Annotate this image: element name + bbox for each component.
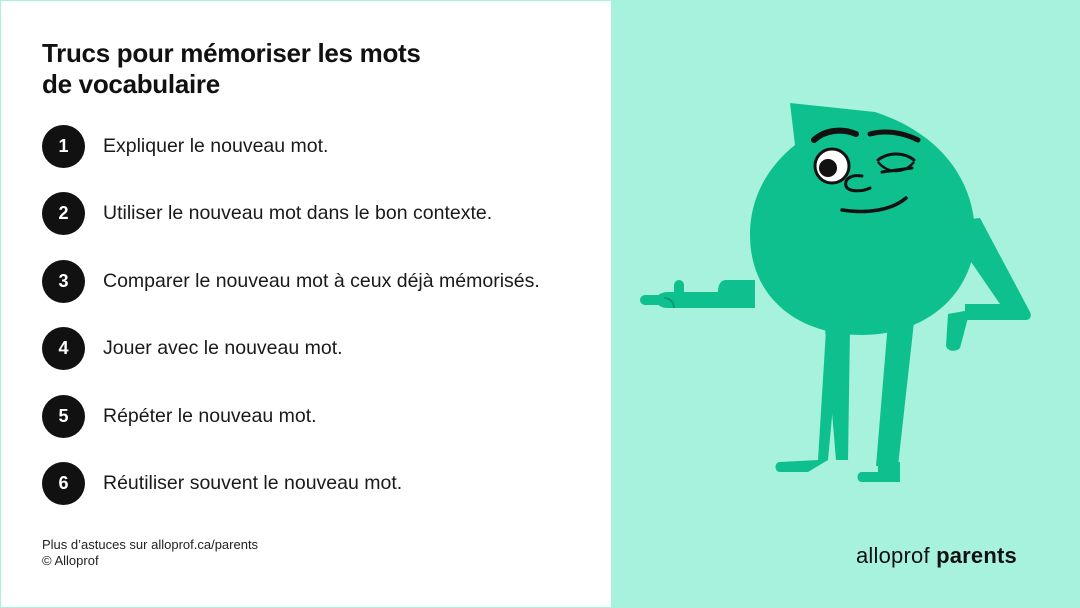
page-title <box>42 38 562 100</box>
tip-number-badge: 2 <box>42 192 85 235</box>
list-item <box>42 463 602 505</box>
tips-list <box>42 125 602 531</box>
tip-number-badge: 1 <box>42 125 85 168</box>
copyright-text: © Alloprof <box>42 553 99 568</box>
tip-text: Utiliser le nouveau mot dans le bon contexte. <box>103 202 493 225</box>
tip-text: Expliquer le nouveau mot. <box>103 134 329 157</box>
list-item <box>42 193 602 235</box>
brand-name-parents: parents <box>936 543 1017 568</box>
tip-number-badge: 3 <box>42 260 85 303</box>
list-item <box>42 260 602 302</box>
list-item <box>42 395 602 437</box>
brand-name-alloprof: alloprof <box>856 543 930 568</box>
list-item <box>42 328 602 370</box>
alloprof-parents-logo <box>856 543 1017 569</box>
tip-number-badge: 4 <box>42 327 85 370</box>
list-item <box>42 125 602 167</box>
page-title-line-1: Trucs pour mémoriser les mots <box>42 38 421 68</box>
tip-text: Jouer avec le nouveau mot. <box>103 337 343 360</box>
page-title-line-2: de vocabulaire <box>42 69 220 99</box>
more-tips-link[interactable]: Plus d’astuces sur alloprof.ca/parents <box>42 537 259 552</box>
winking-pointing-character-icon <box>630 90 1050 500</box>
tip-number-badge: 5 <box>42 395 85 438</box>
tip-text: Répéter le nouveau mot. <box>103 404 317 427</box>
footer-credits <box>42 537 258 569</box>
tip-text: Réutiliser souvent le nouveau mot. <box>103 472 403 495</box>
tip-number-badge: 6 <box>42 462 85 505</box>
tip-text: Comparer le nouveau mot à ceux déjà mémorisés. <box>103 269 540 292</box>
